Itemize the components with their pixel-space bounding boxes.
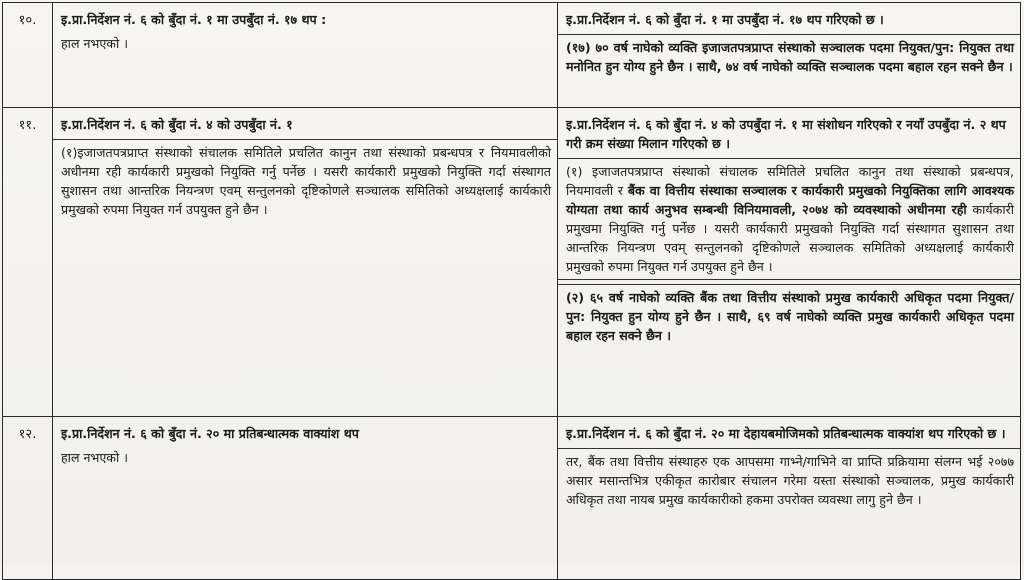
amended-subclause-2: (२) ६५ वर्ष नाघेको व्यक्ति बैंक तथा वित्तीय संस्थाको प्रमुख कार्यकारी अधिकृत पदमा नियुक्त/पुन: नियुक्त हुन योग्य हुने छैन । साथै, ६९ वर्ष नाघेको व्यक्ति प्रमुख कार्यकारी अधिकृत पदमा बहाल रहन सक्ने छैन । bbox=[558, 284, 1020, 348]
existing-provision-cell bbox=[53, 417, 558, 580]
existing-text: हाल नभएको । bbox=[61, 36, 129, 51]
existing-provision-cell bbox=[53, 3, 558, 108]
amended-subclause: (१७) ७० वर्ष नाघेको व्यक्ति इजाजतपत्रप्राप्त संस्थाको सञ्चालक पदमा नियुक्त/पुन: नियुक्त तथा मनोनित हुन योग्य हुने छैन । साथै, ७४ वर्ष नाघेको व्यक्ति सञ्चालक पदमा बहाल रहन सक्ने छैन । bbox=[558, 34, 1020, 79]
existing-text: हाल नभएको । bbox=[61, 450, 129, 465]
amended-subclause-1 bbox=[558, 158, 1020, 280]
amended-provision-cell bbox=[558, 417, 1021, 580]
existing-text: (१)इजाजतपत्रप्राप्त संस्थाको संचालक समितिले प्रचलित कानुन तथा संस्थाको प्रबन्धपत्र र नियमावलीको अधीनमा रही कार्यकारी प्रमुखको नियुक्ति गर्नु पर्नेछ । यसरी कार्यकारी प्रमुखको नियुक्ति गर्दा संस्थागत सुशासन तथा आन्तरिक नियन्त्रण एवम् सन्तुलनको दृष्टिकोणले सञ्चालक समितिको अध्यक्षलाई कार्यकारी प्रमुखको रुपमा नियुक्त गर्न उपयुक्त हुने छैन । bbox=[53, 139, 557, 222]
amended-provision-cell bbox=[558, 3, 1021, 108]
existing-heading: इ.प्रा.निर्देशन नं. ६ को बुँदा नं. १ मा उपबुँदा नं. १७ थप : bbox=[61, 12, 327, 27]
subclause-bold-text: बैंक वा वित्तीय संस्थाका सञ्चालक र कार्यकारी प्रमुखको नियुक्तिका लागि आवश्यक योग्यता तथा कार्य अनुभव सम्बन्धी विनियमावली, २०७४ को व्यवस्थाको अधीनमा रही bbox=[566, 183, 1014, 217]
existing-provision-cell bbox=[53, 108, 558, 417]
table-row bbox=[3, 108, 1021, 417]
amended-subclause: तर, बैंक तथा वित्तीय संस्थाहरु एक आपसमा गाभ्ने/गाभिने वा प्राप्ति प्रक्रियामा संलग्न भई २०७७ असार मसान्तभित्र एकीकृत कारोबार संचालन गरेमा यस्ता संस्थाको सञ्चालक, प्रमुख कार्यकारी अधिकृत तथा नायब प्रमुख कार्यकारीको हकमा उपरोक्त व्यवस्था लागु हुने छैन । bbox=[558, 448, 1020, 512]
subclause-text: (१) इजाजतपत्रप्राप्त संस्थाको संचालक समितिले प्रचलित कानुन तथा संस्थाको प्रबन्धपत्र, नियमावली र bbox=[566, 164, 1014, 198]
existing-heading: इ.प्रा.निर्देशन नं. ६ को बुँदा नं. २० मा प्रतिबन्धात्मक वाक्यांश थप bbox=[61, 426, 359, 441]
row-number: १२. bbox=[3, 417, 53, 580]
table-row bbox=[3, 3, 1021, 108]
existing-heading: इ.प्रा.निर्देशन नं. ६ को बुँदा नं. ४ को उपबुँदा नं. १ bbox=[61, 117, 293, 132]
amendment-table bbox=[2, 2, 1021, 580]
amended-heading: इ.प्रा.निर्देशन नं. ६ को बुँदा नं. १ मा उपबुँदा नं. १७ थप गरिएको छ । bbox=[566, 12, 884, 27]
row-number: १०. bbox=[3, 3, 53, 108]
amended-provision-cell bbox=[558, 108, 1021, 417]
subclause-text: कार्यकारी प्रमुखमा नियुक्ति गर्नु पर्नेछ । यसरी कार्यकारी प्रमुखको नियुक्ति गर्दा संस्थागत सुशासन तथा आन्तरिक नियन्त्रण एवम् सन्तुलनको दृष्टिकोणले सञ्चालक समितिको अध्यक्षलाई कार्यकारी प्रमुखको रुपमा नियुक्त गर्न उपयुक्त हुने छैन । bbox=[566, 202, 1014, 274]
amended-heading: इ.प्रा.निर्देशन नं. ६ को बुँदा नं. ४ को उपबुँदा नं. १ मा संशोधन गरिएको र नयाँ उपबुँदा नं. २ थप गरी क्रम संख्या मिलान गरिएको छ । bbox=[566, 117, 1006, 151]
table-row bbox=[3, 417, 1021, 580]
amended-heading: इ.प्रा.निर्देशन नं. ६ को बुँदा नं. २० मा देहायबमोजिमको प्रतिबन्धात्मक वाक्यांश थप गरिएको छ । bbox=[566, 426, 1006, 441]
row-number: ११. bbox=[3, 108, 53, 417]
